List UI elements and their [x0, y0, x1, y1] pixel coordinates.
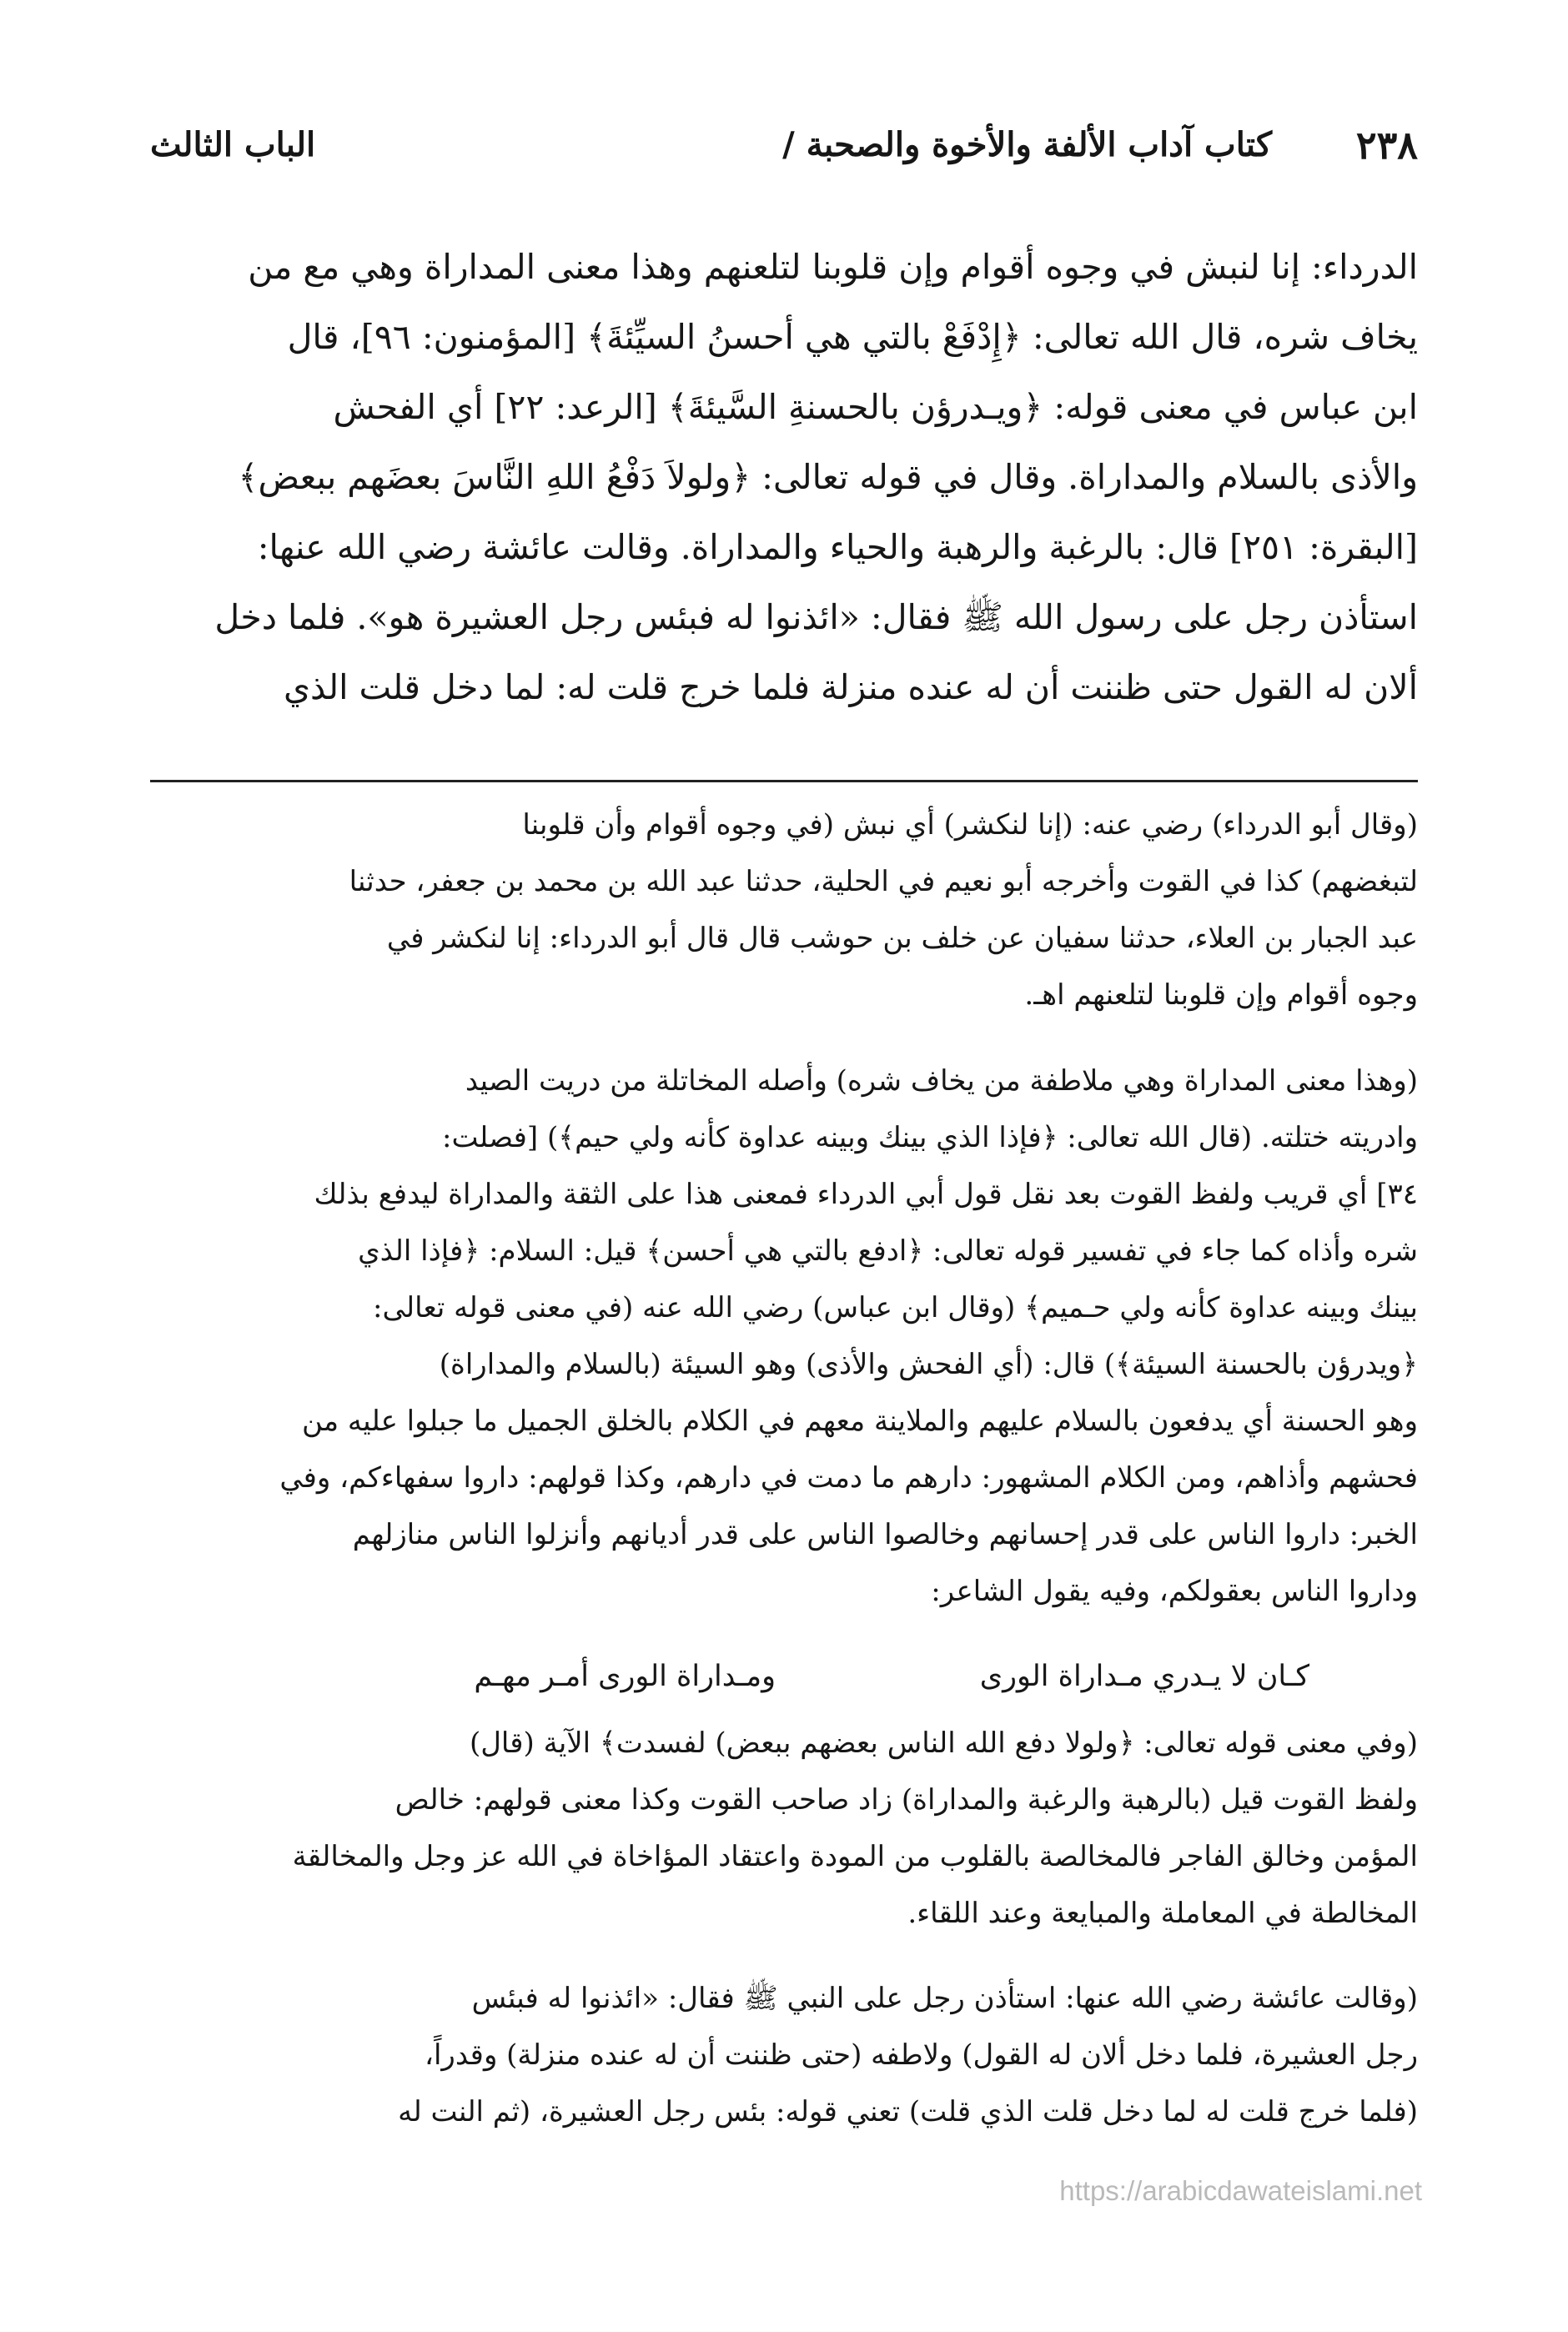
commentary-line: الخبر: داروا الناس على قدر إحسانهم وخالصوا الناس على قدر أديانهم وأنزلوا الناس منازلهم: [352, 1518, 1418, 1551]
main-text-line: ألان له القول حتى ظننت أن له عنده منزلة فلما خرج قلت له: لما دخل قلت الذي: [283, 667, 1418, 707]
verse-second-hemistich: ومـداراة الورى أمـر مهـم: [474, 1660, 776, 1693]
main-text-line: استأذن رجل على رسول الله ﷺ فقال: «ائذنوا له فبئس رجل العشيرة هو». فلما دخل: [214, 597, 1418, 637]
commentary-line: المخالطة في المعاملة والمبايعة وعند اللقاء.: [907, 1897, 1418, 1930]
commentary-line: عبد الجبار بن العلاء، حدثنا سفيان عن خلف بن حوشب قال قال أبو الدرداء: إنا لنكشر في: [386, 922, 1418, 955]
commentary-line: لتبغضهم) كذا في القوت وأخرجه أبو نعيم في الحلية، حدثنا عبد الله بن محمد بن جعفر، حدثنا: [349, 865, 1418, 898]
commentary-line: (وهذا معنى المداراة وهي ملاطفة من يخاف شره) وأصله المخاتلة من دريت الصيد: [465, 1064, 1418, 1098]
commentary-line: (فلما خرج قلت له لما دخل قلت الذي قلت) تعني قوله: بئس رجل العشيرة، (ثم النت له: [398, 2095, 1418, 2128]
main-text-line: والأذى بالسلام والمداراة. وقال في قوله تعالى: ﴿ولولاَ دَفْعُ اللهِ النَّاسَ بعضَهم ببعض﴾: [238, 457, 1418, 497]
commentary-line: وداروا الناس بعقولكم، وفيه يقول الشاعر:: [931, 1575, 1418, 1608]
footnote-separator: [150, 780, 1418, 782]
commentary-line: شره وأذاه كما جاء في تفسير قوله تعالى: ﴿ادفع بالتي هي أحسن﴾ قيل: السلام: ﴿فإذا الذي: [358, 1234, 1418, 1268]
commentary-block-1: [150, 797, 1418, 1023]
book-title: كتاب آداب الألفة والأخوة والصحبة /: [782, 125, 1272, 164]
commentary-line: (وقالت عائشة رضي الله عنها: استأذن رجل على النبي ﷺ فقال: «ائذنوا له فبئس: [471, 1982, 1418, 2015]
main-text-line: [البقرة: ٢٥١] قال: بالرغبة والرهبة والحياء والمداراة. وقالت عائشة رضي الله عنها:: [257, 527, 1418, 567]
watermark-url: https://arabicdawateislami.net: [1059, 2175, 1422, 2206]
verse-first-hemistich: كـان لا يـدري مـداراة الورى: [979, 1660, 1309, 1693]
main-text-line: الدرداء: إنا لنبش في وجوه أقوام وإن قلوبنا لتلعنهم وهذا معنى المداراة وهي مع من: [248, 247, 1418, 287]
commentary-line: المؤمن وخالق الفاجر فالمخالصة بالقلوب من المودة واعتقاد المؤاخاة في الله عز وجل والمخالقة: [292, 1840, 1418, 1873]
commentary-line: ٣٤] أي قريب ولفظ القوت بعد نقل قول أبي الدرداء فمعنى هذا على الثقة والمداراة ليدفع بذلك: [314, 1178, 1418, 1211]
commentary-line: ﴿ويدرؤن بالحسنة السيئة﴾) قال: (أي الفحش والأذى) وهو السيئة (بالسلام والمداراة): [439, 1348, 1418, 1381]
running-header: [150, 115, 1418, 175]
commentary-line: وادريته ختلته. (قال الله تعالى: ﴿فإذا الذي بينك وبينه عداوة كأنه ولي حيم﴾) [فصلت:: [442, 1121, 1418, 1154]
commentary-block-4: [150, 1970, 1418, 2140]
main-text-line: يخاف شره، قال الله تعالى: ﴿إِدْفَعْ بالتي هي أحسنُ السيِّئةَ﴾ [المؤمنون: ٩٦]، قال: [287, 317, 1418, 357]
commentary-line: (وقال أبو الدرداء) رضي عنه: (إنا لنكشر) أي نبش (في وجوه أقوام وأن قلوبنا: [522, 808, 1418, 842]
commentary-line: فحشهم وأذاهم، ومن الكلام المشهور: دارهم ما دمت في دارهم، وكذا قولهم: داروا سفهاءكم، وفي: [279, 1461, 1418, 1495]
main-text-line: ابن عباس في معنى قوله: ﴿ويـدرؤن بالحسنةِ السَّيئةَ﴾ [الرعد: ٢٢] أي الفحش: [333, 387, 1418, 427]
page-number: ٢٣٨: [1355, 123, 1418, 168]
commentary-line: وجوه أقوام وإن قلوبنا لتلعنهم اهـ.: [1024, 978, 1418, 1012]
commentary-block-3: [150, 1715, 1418, 1942]
chapter-title: الباب الثالث: [150, 125, 316, 164]
main-text: [150, 232, 1418, 722]
commentary-line: ولفظ القوت قيل (بالرهبة والرغبة والمداراة) زاد صاحب القوت وكذا معنى قولهم: خالص: [395, 1783, 1418, 1817]
commentary-line: وهو الحسنة أي يدفعون بالسلام عليهم والملاينة معهم في الكلام بالخلق الجميل ما جبلوا عليه من: [301, 1405, 1418, 1438]
commentary-line: بينك وبينه عداوة كأنه ولي حـميم﴾ (وقال ابن عباس) رضي الله عنه (في معنى قوله تعالى:: [372, 1291, 1418, 1324]
commentary-block-2: [150, 1053, 1418, 1620]
commentary-line: (وفي معنى قوله تعالى: ﴿ولولا دفع الله الناس بعضهم ببعض) لفسدت﴾ الآية (قال): [469, 1726, 1418, 1760]
commentary-line: رجل العشيرة، فلما دخل ألان له القول) ولاطفه (حتى ظننت أن له عنده منزلة) وقدراً،: [425, 2038, 1418, 2072]
